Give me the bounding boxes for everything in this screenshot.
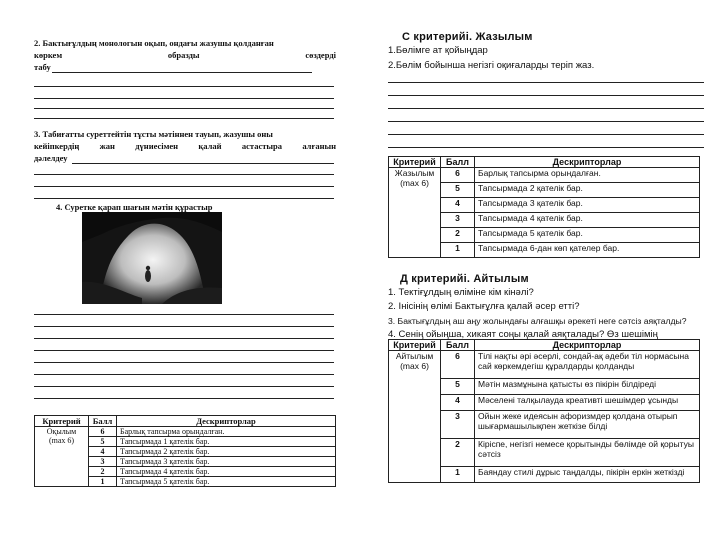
header-descriptors: Дескрипторлар bbox=[117, 416, 336, 427]
answer-line[interactable] bbox=[34, 362, 334, 363]
right-worksheet-page bbox=[360, 0, 720, 540]
answer-line[interactable] bbox=[34, 174, 334, 175]
descriptor-cell: Барлық тапсырма орындалған. bbox=[117, 427, 336, 437]
header-criterion: Критерий bbox=[389, 157, 441, 168]
header-score: Балл bbox=[441, 157, 475, 168]
answer-line[interactable] bbox=[34, 338, 334, 339]
score-cell: 6 bbox=[441, 168, 475, 183]
score-cell: 4 bbox=[89, 447, 117, 457]
criterion-c-item: 2.Бөлім бойынша негізгі оқиғаларды теріп жаз. bbox=[388, 60, 595, 71]
answer-line[interactable] bbox=[34, 374, 334, 375]
writing-criteria-table bbox=[388, 156, 700, 258]
descriptor-cell: Тапсырмада 5 қателік бар. bbox=[475, 228, 700, 243]
criterion-name: Айтылым bbox=[395, 351, 434, 361]
criterion-name: Оқылым bbox=[46, 427, 77, 436]
score-cell: 1 bbox=[441, 243, 475, 258]
table-header-row bbox=[35, 416, 336, 427]
score-cell: 5 bbox=[441, 183, 475, 198]
descriptor-cell: Тапсырмада 1 қателік бар. bbox=[117, 437, 336, 447]
score-cell: 6 bbox=[89, 427, 117, 437]
descriptor-cell: Тапсырмада 2 қателік бар. bbox=[475, 183, 700, 198]
header-descriptors: Дескрипторлар bbox=[475, 157, 700, 168]
task-4-text: Суретке қарап шағын мәтін құрастыр bbox=[64, 202, 213, 212]
header-criterion: Критерий bbox=[389, 340, 441, 351]
task-4-number: 4. bbox=[56, 202, 63, 212]
descriptor-cell: Тапсырмада 4 қателік бар. bbox=[117, 467, 336, 477]
score-cell: 3 bbox=[441, 213, 475, 228]
task-3-line2: кейіпкердің жан дүниесімен қалай астастыра алғанын bbox=[34, 141, 336, 151]
answer-line[interactable] bbox=[388, 82, 704, 83]
answer-line[interactable] bbox=[34, 350, 334, 351]
header-descriptors: Дескрипторлар bbox=[475, 340, 700, 351]
task-3-number: 3. bbox=[34, 129, 41, 139]
descriptor-cell: Тапсырмада 3 қателік бар. bbox=[475, 198, 700, 213]
score-cell: 4 bbox=[441, 395, 475, 411]
task-2 bbox=[34, 37, 336, 73]
descriptor-cell: Баяндау стилі дұрыс таңдалды, пікірін еркін жеткізді bbox=[475, 467, 700, 483]
criterion-c-title: С критерийі. Жазылым bbox=[402, 31, 533, 43]
criterion-max: (max 6) bbox=[48, 436, 75, 445]
table-row bbox=[389, 351, 700, 379]
score-cell: 4 bbox=[441, 198, 475, 213]
criterion-d-title: Д критерийі. Айтылым bbox=[400, 273, 529, 285]
criterion-cell bbox=[35, 427, 89, 487]
score-cell: 5 bbox=[89, 437, 117, 447]
descriptor-cell: Тапсырмада 5 қателік бар. bbox=[117, 477, 336, 487]
score-cell: 1 bbox=[441, 467, 475, 483]
header-score: Балл bbox=[89, 416, 117, 427]
criterion-d-item: 2. Інісінің өлімі Бактығұлға қалай әсер етті? bbox=[388, 301, 580, 312]
score-cell: 1 bbox=[89, 477, 117, 487]
task-3 bbox=[34, 128, 336, 164]
header-score: Балл bbox=[441, 340, 475, 351]
descriptor-cell: Тапсырмада 6-дан көп қателер бар. bbox=[475, 243, 700, 258]
answer-line[interactable] bbox=[388, 134, 704, 135]
answer-line[interactable] bbox=[388, 95, 704, 96]
task-2-word-3: сөздерді bbox=[305, 50, 336, 60]
descriptor-cell: Тапсырмада 3 қателік бар. bbox=[117, 457, 336, 467]
descriptor-cell: Тапсырмада 2 қателік бар. bbox=[117, 447, 336, 457]
score-cell: 3 bbox=[89, 457, 117, 467]
answer-line[interactable] bbox=[388, 108, 704, 109]
descriptor-cell: Ойын жеке идеясын афоризмдер қолдана отырып шығармашылықпен жеткізе білді bbox=[475, 411, 700, 439]
score-cell: 3 bbox=[441, 411, 475, 439]
header-criterion: Критерий bbox=[35, 416, 89, 427]
table-header-row bbox=[389, 340, 700, 351]
task-2-word-2: образды bbox=[167, 50, 200, 60]
reading-criteria-table bbox=[34, 415, 336, 487]
answer-line[interactable] bbox=[34, 198, 334, 199]
answer-line[interactable] bbox=[34, 398, 334, 399]
criterion-cell bbox=[389, 168, 441, 258]
descriptor-cell: Тілі нақты әрі әсерлі, сондай-ақ әдеби тіл нормасына сай көркемдегіш құралдарды қолданды bbox=[475, 351, 700, 379]
speaking-criteria-table bbox=[388, 339, 700, 483]
answer-line[interactable] bbox=[34, 314, 334, 315]
task-2-word-1: көркем bbox=[34, 50, 63, 60]
descriptor-cell: Тапсырмада 4 қателік бар. bbox=[475, 213, 700, 228]
criterion-d-item: 4. Сенің ойыңша, хикаят соңы қалай аяқталады? Өз шешімің bbox=[388, 329, 658, 340]
task-2-text: Бактығұлдың монологын оқып, ондағы жазушы қолданған bbox=[42, 38, 274, 48]
task-3-line3: дәлелдеу bbox=[34, 153, 68, 163]
answer-line[interactable] bbox=[34, 186, 334, 187]
criterion-d-item: 3. Бактығұлдың аш аңу жолындағы алғашқы әрекеті неге сәтсіз аяқталды? bbox=[388, 316, 687, 326]
answer-line[interactable] bbox=[388, 121, 704, 122]
criterion-c-item: 1.Бөлімге ат қойыңдар bbox=[388, 45, 488, 56]
answer-line[interactable] bbox=[34, 326, 334, 327]
score-cell: 2 bbox=[89, 467, 117, 477]
table-header-row bbox=[389, 157, 700, 168]
score-cell: 2 bbox=[441, 439, 475, 467]
answer-line[interactable] bbox=[72, 163, 334, 164]
task-3-line1: Табиғатты суреттейтін тұсты мәтіннен тауып, жазушы оны bbox=[42, 129, 273, 139]
criterion-max: (max 6) bbox=[400, 178, 429, 188]
descriptor-cell: Барлық тапсырма орындалған. bbox=[475, 168, 700, 183]
criterion-cell bbox=[389, 351, 441, 483]
task-2-number: 2. bbox=[34, 38, 41, 48]
score-cell: 6 bbox=[441, 351, 475, 379]
cave-image bbox=[82, 212, 222, 304]
score-cell: 2 bbox=[441, 228, 475, 243]
answer-line[interactable] bbox=[52, 72, 312, 73]
answer-line[interactable] bbox=[388, 147, 704, 148]
descriptor-cell: Мәтін мазмұнына қатысты өз пікірін білдіреді bbox=[475, 379, 700, 395]
criterion-name: Жазылым bbox=[394, 168, 435, 178]
cave-photo bbox=[82, 212, 222, 304]
answer-line[interactable] bbox=[34, 108, 334, 109]
criterion-d-item: 1. Тектіғұлдың өліміне кім кінәлі? bbox=[388, 287, 534, 298]
descriptor-cell: Кіріспе, негізгі немесе қорытынды бөлімде ой қорытуы сәтсіз bbox=[475, 439, 700, 467]
answer-line[interactable] bbox=[34, 86, 334, 87]
score-cell: 5 bbox=[441, 379, 475, 395]
descriptor-cell: Мәселені талқылауда креативті шешімдер ұсынды bbox=[475, 395, 700, 411]
criterion-max: (max 6) bbox=[400, 361, 429, 371]
answer-line[interactable] bbox=[34, 118, 334, 119]
answer-line[interactable] bbox=[34, 386, 334, 387]
table-row bbox=[389, 168, 700, 183]
table-row bbox=[35, 427, 336, 437]
task-2-line3: табу bbox=[34, 62, 51, 72]
answer-line[interactable] bbox=[34, 98, 334, 99]
